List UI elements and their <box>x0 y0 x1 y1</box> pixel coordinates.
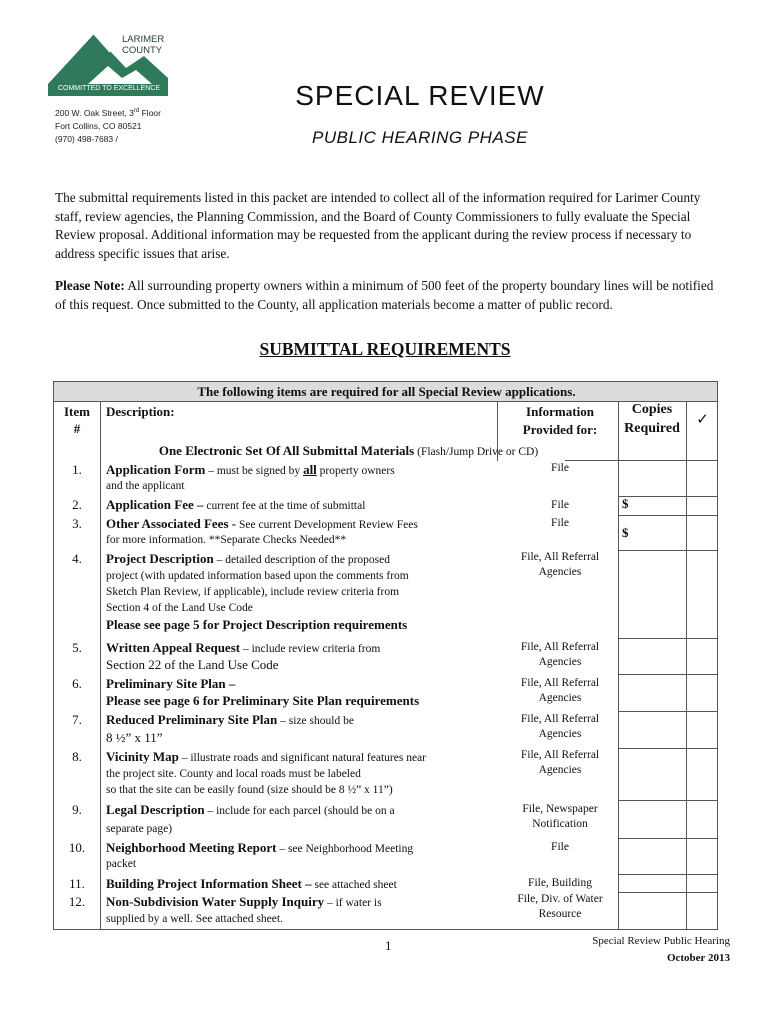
row-provided: File, All Referral Agencies <box>520 551 600 578</box>
footer-date: October 2013 <box>666 952 730 964</box>
row-description: Application Form – must be signed by all property owners <box>106 462 395 477</box>
row-description: Legal Description – include for each parcel (should be on a <box>106 802 395 817</box>
document-title: SPECIAL REVIEW <box>295 80 545 111</box>
document-subtitle: PUBLIC HEARING PHASE <box>312 128 528 147</box>
row-number: 2. <box>72 497 82 512</box>
logo-text: LARIMER COUNTY <box>122 34 165 56</box>
header-item: Item <box>64 404 90 419</box>
row-number: 4. <box>72 551 82 566</box>
row-provided: File, All Referral Agencies <box>520 749 600 776</box>
row-provided: File <box>551 499 569 511</box>
row-provided: File, All Referral Agencies <box>520 713 600 740</box>
row-description-line: 8 ½” x 11” <box>106 730 163 745</box>
row-description: Application Fee – current fee at the time of submittal <box>106 497 366 512</box>
row-number: 10. <box>68 840 86 855</box>
row-description-line: and the applicant <box>106 480 185 492</box>
header-copies: Copies <box>631 402 673 417</box>
note-paragraph: Please Note: All surrounding property owners within a minimum of 500 feet of the property boundary lines will be notified of this request. Once submitted to the County, all application materials become a matter of public record. <box>55 278 714 312</box>
row-provided: File, Building <box>528 877 592 889</box>
row-number: 3. <box>72 516 82 531</box>
row-number: 11. <box>69 876 85 891</box>
row-description: Written Appeal Request – include review criteria from <box>106 640 381 655</box>
row-number: 5. <box>72 640 82 655</box>
submittal-requirements-table <box>53 381 718 930</box>
row-description-line: Sketch Plan Review, if applicable), include review criteria from <box>106 586 400 598</box>
row-description-line: project (with updated information based upon the comments from <box>106 570 409 582</box>
larimer-county-logo <box>48 28 170 98</box>
row-provided: File, All Referral Agencies <box>520 641 600 668</box>
section-heading: SUBMITTAL REQUIREMENTS <box>259 339 511 359</box>
row-provided: File, Div. of Water Resource <box>517 893 603 920</box>
row-provided: File <box>551 841 569 853</box>
address-street: 200 W. Oak Street, 3rd Floor <box>55 107 161 118</box>
row-description: Project Description – detailed description of the proposed <box>106 551 390 566</box>
row-number: 1. <box>72 462 82 477</box>
row-description-line: packet <box>106 858 137 870</box>
address-city: Fort Collins, CO 80521 <box>55 120 142 131</box>
intro-paragraph: The submittal requirements listed in this packet are intended to collect all of the information required for Larimer County staff, review agencies, the Planning Commission, and the Board of County Commissioners to fully evaluate the Special Review proposal. Additional information may be requested from the applicant during the review process if necessary to address specific issues that arise. <box>55 190 701 261</box>
row-description: Non-Subdivision Water Supply Inquiry – if water is <box>106 894 382 909</box>
footer-document-name: Special Review Public Hearing <box>592 935 730 947</box>
row-number: 7. <box>72 712 82 727</box>
row-number: 12. <box>68 894 86 909</box>
header-description: Description: <box>106 404 175 419</box>
row-description: Building Project Information Sheet – see attached sheet <box>106 876 397 891</box>
row-copies-fee: $ <box>622 525 629 540</box>
row-number: 9. <box>72 802 82 817</box>
row-description-line: Section 4 of the Land Use Code <box>106 602 253 614</box>
header-required: Required <box>624 421 680 436</box>
electronic-set-row: One Electronic Set Of All Submittal Materials (Flash/Jump Drive or CD) <box>158 443 539 458</box>
row-provided: File <box>551 462 569 474</box>
row-description-bold-line: Please see page 5 for Project Description requirements <box>106 617 408 632</box>
office-address <box>55 105 161 146</box>
header-info: Information <box>526 404 594 419</box>
table-caption: The following items are required for all Special Review applications. <box>197 384 576 399</box>
row-description: Other Associated Fees - See current Development Review Fees <box>106 516 418 531</box>
row-description-line: separate page) <box>106 823 173 835</box>
page-number: 1 <box>385 938 392 953</box>
row-description-line: so that the site can be easily found (size should be 8 ½” x 11”) <box>106 784 393 796</box>
row-description-line: Section 22 of the Land Use Code <box>106 657 279 672</box>
row-description: Neighborhood Meeting Report – see Neighborhood Meeting <box>106 840 414 855</box>
logo-tagline: COMMITTED TO EXCELLENCE <box>57 85 161 92</box>
row-description-line: supplied by a well. See attached sheet. <box>106 913 283 925</box>
row-description: Reduced Preliminary Site Plan – size should be <box>106 712 354 727</box>
row-copies-fee: $ <box>622 496 629 511</box>
row-description-line: for more information. **Separate Checks Needed** <box>106 534 347 546</box>
row-description-bold-line: Please see page 6 for Preliminary Site Plan requirements <box>106 693 420 708</box>
row-provided: File, All Referral Agencies <box>520 677 600 704</box>
header-item-hash: # <box>73 421 81 436</box>
row-provided: File <box>551 517 569 529</box>
row-provided: File, Newspaper Notification <box>522 803 598 830</box>
address-phone: (970) 498-7683 / <box>55 133 118 144</box>
row-description: Vicinity Map – illustrate roads and significant natural features near <box>106 749 426 764</box>
row-description: Preliminary Site Plan – <box>106 676 236 691</box>
row-number: 6. <box>72 676 82 691</box>
row-description-line: the project site. County and local roads must be labeled <box>106 768 361 780</box>
checkmark-icon: ✓ <box>696 410 709 428</box>
header-provided: Provided for: <box>522 422 598 437</box>
row-number: 8. <box>72 749 82 764</box>
